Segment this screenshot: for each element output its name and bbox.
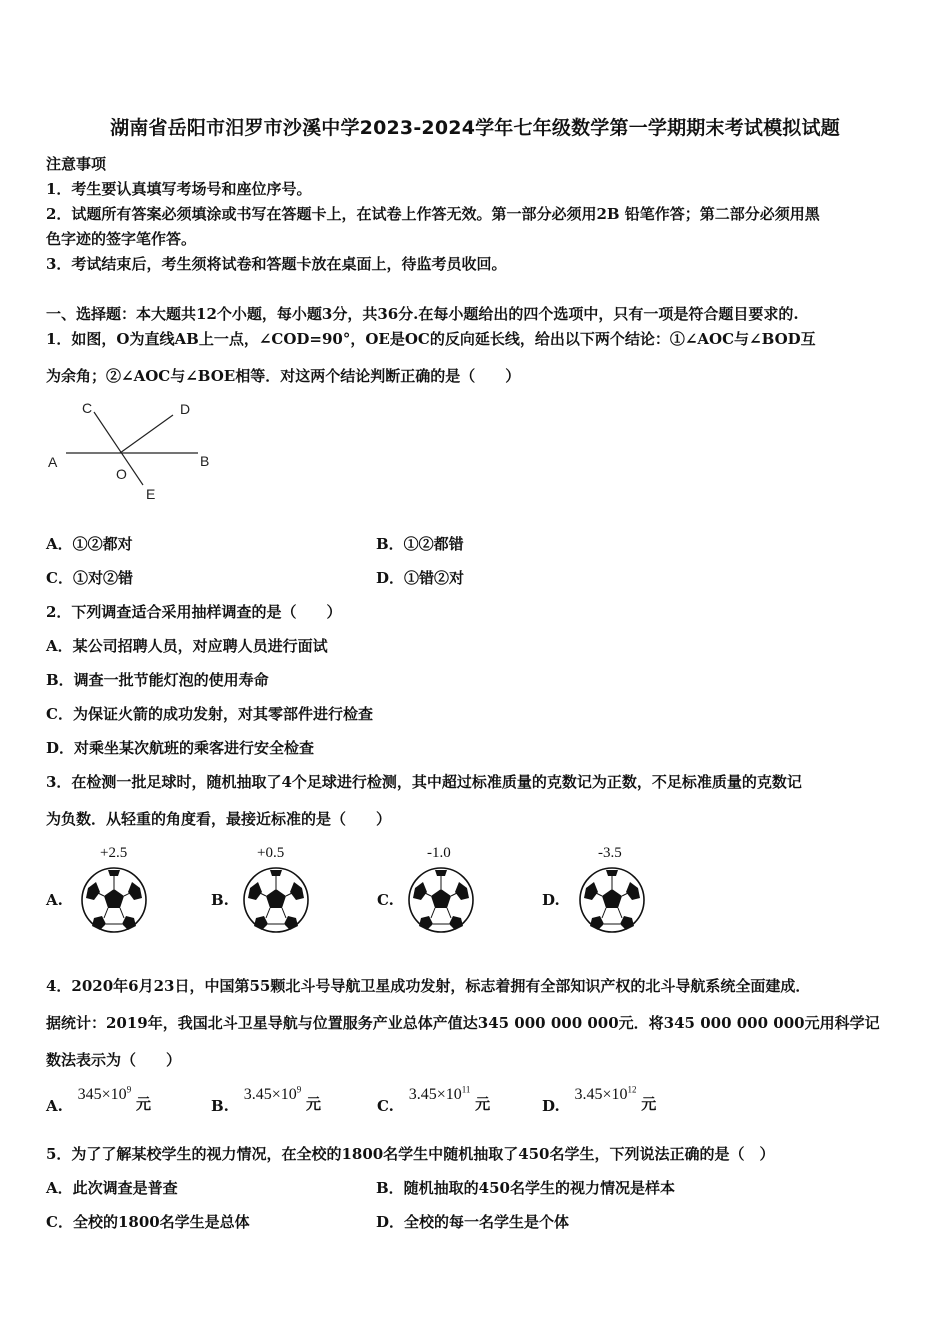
q1-stem-line1: 1．如图，O为直线AB上一点，∠COD=90°，OE是OC的反向延长线，给出以下两个结论：①∠AOC与∠BOD互 xyxy=(46,330,816,348)
q3-option-a-letter: A. xyxy=(46,891,63,909)
notice-item: 2．试题所有答案必须填涂或书写在答题卡上，在试卷上作答无效。第一部分必须用2B 铅笔作答；第二部分必须用黑 xyxy=(46,205,820,223)
label-c: C xyxy=(82,400,93,416)
page-title: 湖南省岳阳市汨罗市沙溪中学2023-2024学年七年级数学第一学期期末考试模拟试题 xyxy=(110,117,840,139)
section-heading: 一、选择题：本大题共12个小题，每小题3分，共36分.在每小题给出的四个选项中，只有一项是符合题目要求的. xyxy=(46,305,799,323)
q5-option-c: C．全校的1800名学生是总体 xyxy=(46,1213,250,1231)
q3-stem-line1: 3．在检测一批足球时，随机抽取了4个足球进行检测，其中超过标准质量的克数记为正数，不足标准质量的克数记 xyxy=(46,773,802,791)
notice-item: 1．考生要认真填写考场号和座位序号。 xyxy=(46,180,312,198)
q5-option-b: B．随机抽取的450名学生的视力情况是样本 xyxy=(376,1179,675,1197)
q4-option-d: D. $3.45\times 10^{12}$ 元 xyxy=(542,1084,657,1115)
q2-stem: 2．下列调查适合采用抽样调查的是（ ） xyxy=(46,603,342,621)
q3-option-c-value: -1.0 xyxy=(427,845,451,861)
q2-option-d: D．对乘坐某次航班的乘客进行安全检查 xyxy=(46,739,315,757)
q3-option-b-letter: B. xyxy=(211,891,229,909)
q4-stem-line1: 4．2020年6月23日，中国第55颗北斗号导航卫星成功发射，标志着拥有全部知识产权的北斗导航系统全面建成． xyxy=(46,977,811,995)
q4-stem-line3: 数法表示为（ ） xyxy=(46,1051,182,1069)
label-e: E xyxy=(146,486,156,502)
q1-geometry-figure xyxy=(40,395,230,507)
q2-option-a: A．某公司招聘人员，对应聘人员进行面试 xyxy=(46,637,328,655)
label-o: O xyxy=(116,466,127,482)
q1-option-d: D．①错②对 xyxy=(376,569,465,587)
soccer-ball-icon xyxy=(407,866,477,936)
q3-option-b-value: +0.5 xyxy=(257,845,285,861)
q4-option-c: C. $3.45\times 10^{11}$ 元 xyxy=(377,1084,491,1115)
notice-item: 3．考试结束后，考生须将试卷和答题卡放在桌面上，待监考员收回。 xyxy=(46,255,507,273)
q1-option-b: B．①②都错 xyxy=(376,535,464,553)
notice-item: 色字迹的签字笔作答。 xyxy=(46,230,197,248)
label-b: B xyxy=(200,453,210,469)
q1-stem-line2: 为余角；②∠AOC与∠BOE相等．对这两个结论判断正确的是（ ） xyxy=(46,367,521,385)
label-d: D xyxy=(180,401,191,417)
q1-option-a: A．①②都对 xyxy=(46,535,133,553)
q3-option-d-value: -3.5 xyxy=(598,845,622,861)
soccer-ball-icon xyxy=(578,866,648,936)
soccer-ball-icon xyxy=(80,866,150,936)
q3-option-a-value: +2.5 xyxy=(100,845,128,861)
notice-heading: 注意事项 xyxy=(46,155,107,173)
q3-option-d-letter: D. xyxy=(542,891,560,909)
q2-option-b: B．调查一批节能灯泡的使用寿命 xyxy=(46,671,269,689)
q3-stem-line2: 为负数．从轻重的角度看，最接近标准的是（ ） xyxy=(46,810,392,828)
q2-option-c: C．为保证火箭的成功发射，对其零部件进行检查 xyxy=(46,705,373,723)
q5-option-d: D．全校的每一名学生是个体 xyxy=(376,1213,570,1231)
soccer-ball-icon xyxy=(242,866,312,936)
q1-option-c: C．①对②错 xyxy=(46,569,133,587)
q4-stem-line2: 据统计：2019年，我国北斗卫星导航与位置服务产业总体产值达345 000 000 000元．将345 000 000 000元用科学记 xyxy=(46,1014,880,1032)
q5-option-a: A．此次调查是普查 xyxy=(46,1179,178,1197)
label-a: A xyxy=(48,454,58,470)
q5-stem: 5．为了了解某校学生的视力情况，在全校的1800名学生中随机抽取了450名学生，下列说法正确的是（ ） xyxy=(46,1145,775,1163)
q4-option-b: B. $3.45\times 10^9$ 元 xyxy=(211,1084,322,1115)
ray-od xyxy=(120,415,173,453)
q3-option-c-letter: C. xyxy=(377,891,394,909)
q4-option-a: A. $345\times 10^9$ 元 xyxy=(46,1084,151,1115)
